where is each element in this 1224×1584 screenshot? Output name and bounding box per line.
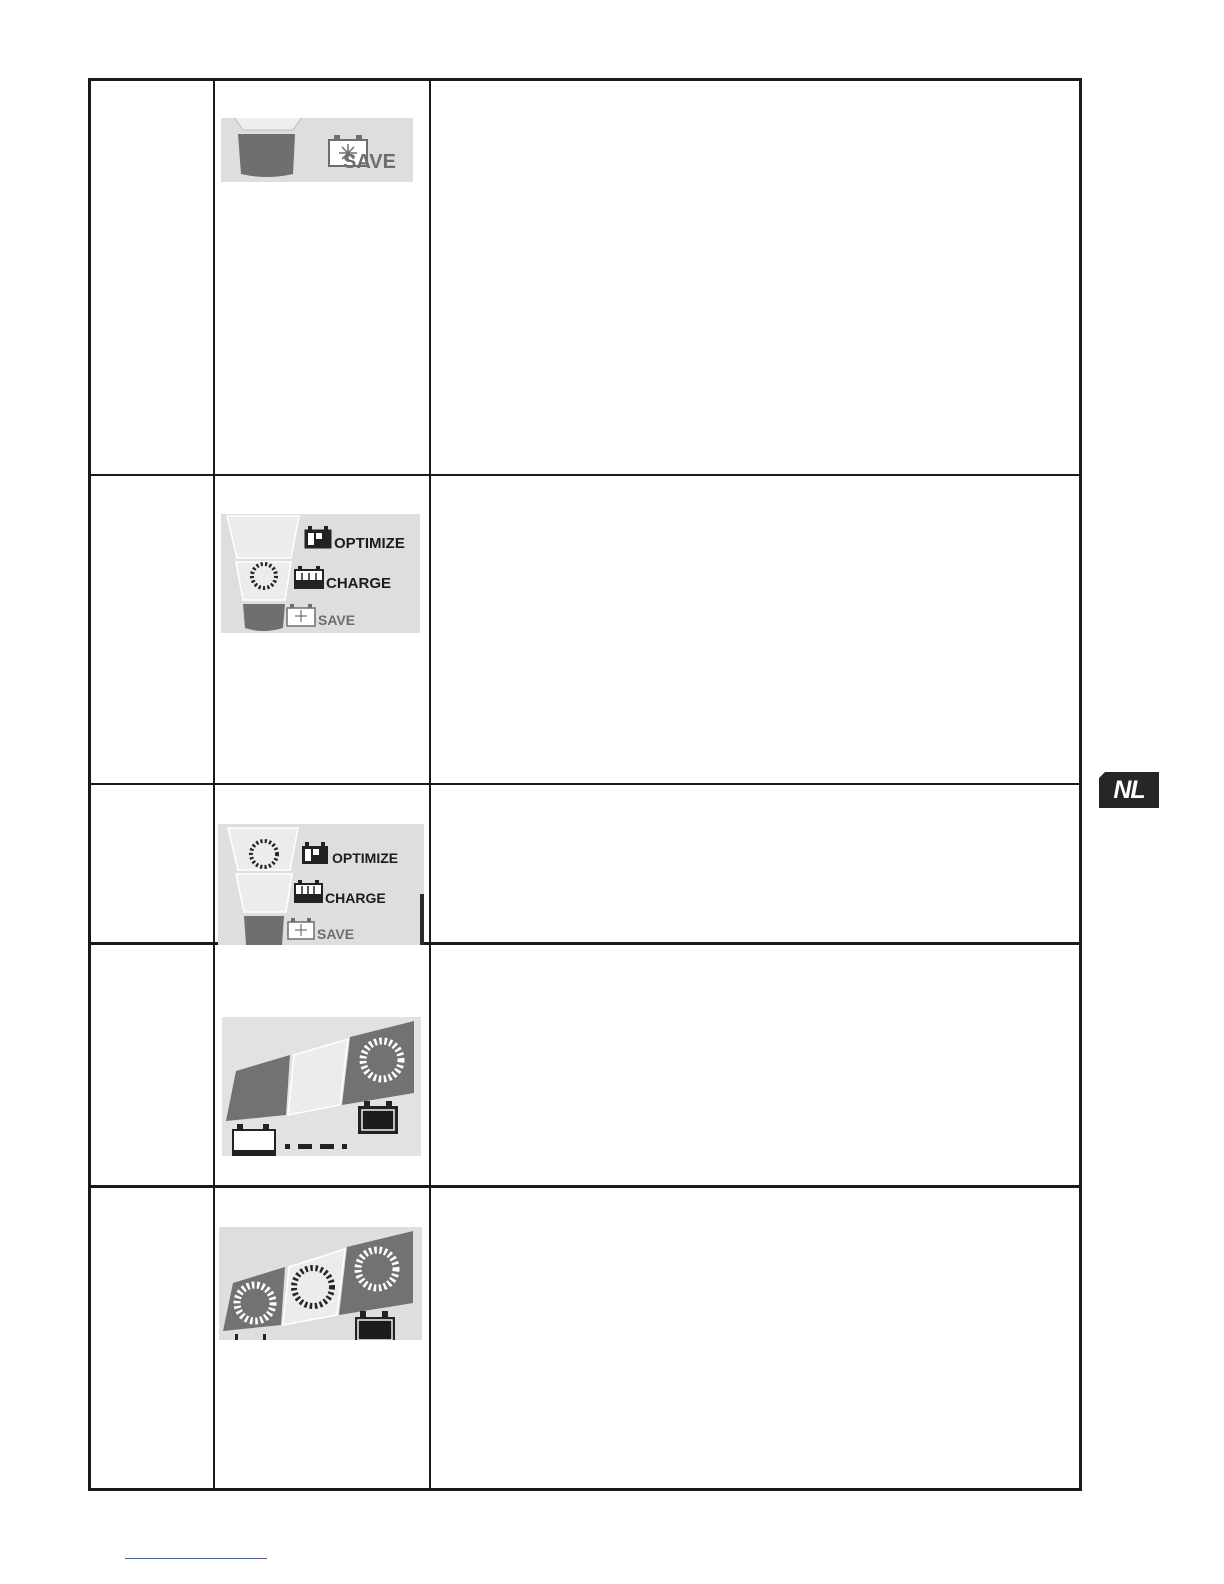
dashed-connector xyxy=(285,1144,347,1149)
footer-rule xyxy=(125,1558,267,1559)
display-panel-level xyxy=(222,1017,421,1156)
display-panel-level-all xyxy=(219,1227,422,1340)
display-panel-save xyxy=(221,118,413,182)
row-divider-4 xyxy=(91,1185,1079,1188)
row-divider-1 xyxy=(91,474,1079,476)
battery-full-icon xyxy=(359,1101,397,1133)
battery-charge-icon xyxy=(295,880,322,902)
save-segment xyxy=(238,134,295,177)
mode-label: SAVE xyxy=(318,612,356,628)
mode-label: OPTIMIZE xyxy=(332,850,399,866)
mode-label: SAVE xyxy=(317,926,355,942)
battery-low-icon xyxy=(235,1334,266,1340)
mode-label: CHARGE xyxy=(325,890,386,906)
battery-low-icon xyxy=(233,1124,275,1156)
display-panel-charge xyxy=(221,514,420,633)
mode-label: CHARGE xyxy=(326,575,392,592)
row-divider-2 xyxy=(91,783,1079,785)
battery-optimize-icon xyxy=(302,842,328,864)
battery-full-icon xyxy=(355,1311,395,1340)
battery-snowflake-icon xyxy=(287,604,315,626)
battery-optimize-icon xyxy=(305,526,331,548)
mode-label: SAVE xyxy=(343,151,396,173)
language-tab-label: NL xyxy=(1113,776,1145,804)
battery-snowflake-icon xyxy=(288,918,314,939)
display-panel-optimize xyxy=(218,824,424,945)
mode-label: OPTIMIZE xyxy=(334,535,405,552)
battery-charge-icon xyxy=(295,566,323,588)
